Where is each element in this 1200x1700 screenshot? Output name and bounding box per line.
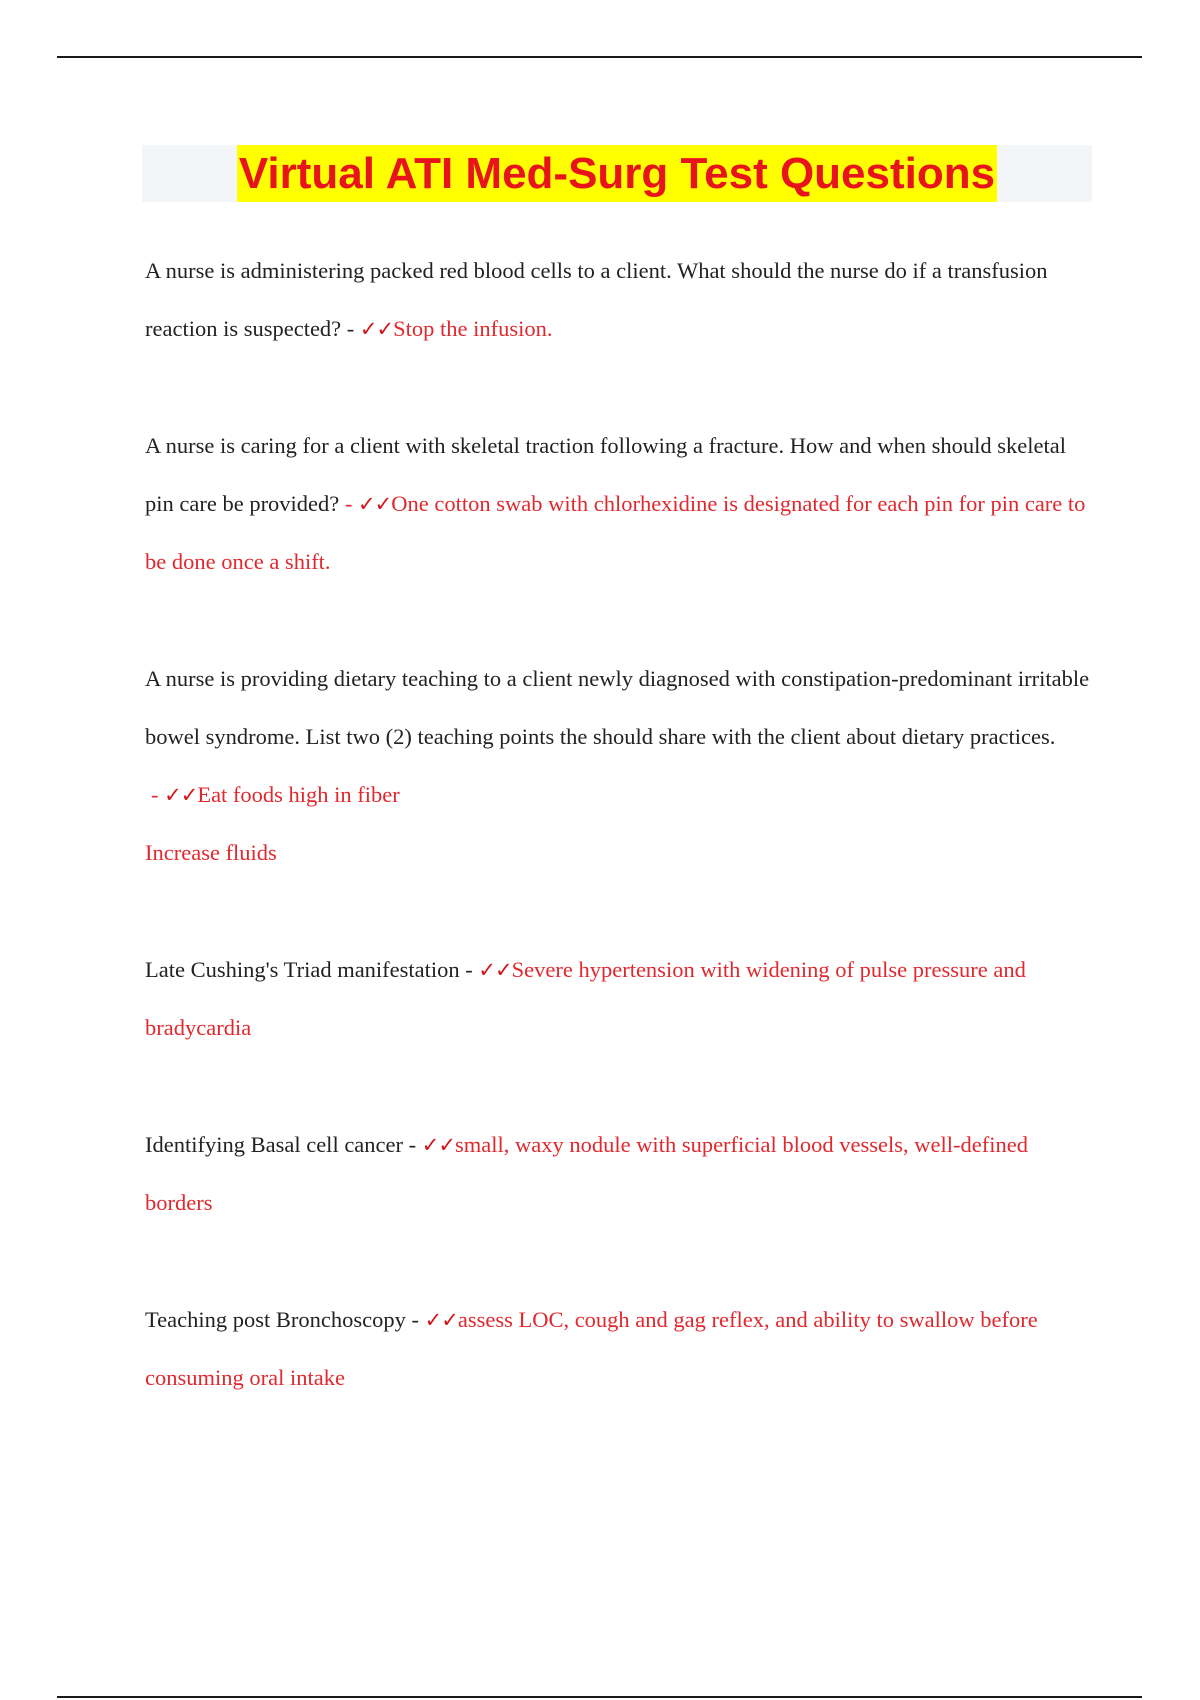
double-check-icon: ✓✓	[359, 317, 394, 341]
question-text: Teaching post Bronchoscopy	[145, 1307, 406, 1332]
separator: -	[408, 1132, 417, 1157]
qa-item-2	[145, 417, 1090, 591]
header-rule	[57, 56, 1142, 58]
answer-text: Stop the infusion.	[393, 316, 553, 341]
question-text: A nurse is caring for a client with skeletal traction following a fracture. How and when should skeletal pin care be provided?	[145, 433, 1066, 516]
answer-text: One cotton swab with chlorhexidine is designated for each pin for pin care to be done once a shift.	[145, 491, 1086, 574]
double-check-icon: ✓✓	[424, 1308, 458, 1332]
double-check-icon: ✓✓	[421, 1133, 455, 1157]
answer-text: small, waxy nodule with superficial blood vessels, well-defined borders	[145, 1132, 1028, 1215]
qa-item-4	[145, 941, 1090, 1057]
answer-line-1	[145, 766, 1090, 824]
footer-rule	[57, 1696, 1142, 1698]
qa-item-3	[145, 650, 1090, 882]
qa-item-1	[145, 242, 1090, 358]
answer-text: assess LOC, cough and gag reflex, and ability to swallow before consuming oral intake	[145, 1307, 1038, 1390]
title-band	[142, 145, 1092, 202]
separator: -	[151, 782, 159, 807]
question-text: A nurse is providing dietary teaching to a client newly diagnosed with constipation-predominant irritable bowel syndrome. List two (2) teaching points the should share with the client about dietary practices.	[145, 666, 1090, 749]
separator: -	[465, 957, 473, 982]
separator: -	[346, 316, 355, 341]
separator: -	[411, 1307, 419, 1332]
qa-item-5	[145, 1116, 1090, 1232]
double-check-icon: ✓✓	[478, 958, 512, 982]
answer-line-2: Increase fluids	[145, 840, 277, 865]
double-check-icon: ✓✓	[358, 492, 392, 516]
question-text: Identifying Basal cell cancer	[145, 1132, 404, 1157]
answer-text: Eat foods high in fiber	[197, 782, 400, 807]
qa-item-6	[145, 1291, 1090, 1407]
question-text: Late Cushing's Triad manifestation	[145, 957, 460, 982]
page-title: Virtual ATI Med-Surg Test Questions	[237, 145, 997, 202]
double-check-icon: ✓✓	[164, 783, 198, 807]
separator: -	[344, 491, 353, 516]
question-list	[145, 242, 1090, 1466]
question-text: A nurse is administering packed red blood cells to a client. What should the nurse do if a transfusion reaction is suspected?	[145, 258, 1048, 341]
answer-text: Severe hypertension with widening of pulse pressure and bradycardia	[145, 957, 1026, 1040]
